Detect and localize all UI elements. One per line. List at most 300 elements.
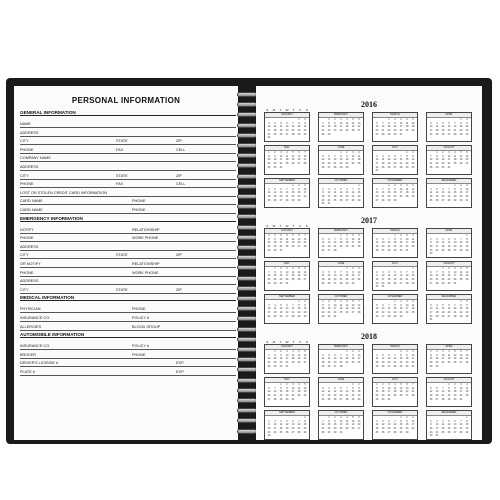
day-number: 21 [411,390,415,394]
day-number: 15 [387,125,391,129]
day-number: 14 [339,357,343,361]
day-number: 28 [291,132,295,136]
day-number: 1 [376,383,378,386]
month-calendar [372,410,418,440]
day-number: 10 [399,187,403,191]
day-number: 6 [388,353,390,357]
day-number: 16 [465,307,469,311]
day-number: 12 [333,390,337,394]
day-number: 29 [291,198,295,202]
day-number: 4 [298,383,300,386]
day-number: 25 [345,129,349,132]
day-number: 16 [435,357,439,361]
day-number: 15 [297,125,301,129]
spiral-coil [237,337,257,343]
day-grid [266,184,308,206]
field-label: PHONE [132,199,146,204]
day-number: 9 [448,270,450,274]
month-name: FEBRUARY [319,229,363,234]
day-number: 19 [441,129,445,132]
day-number: 29 [465,248,469,252]
weekday-letter: M [272,340,276,344]
day-number: 18 [321,278,325,281]
day-number: 24 [285,361,289,364]
day-number: 4 [412,300,414,303]
day-number: 15 [387,191,391,195]
day-number: 2 [358,383,360,386]
month-calendar [318,377,364,407]
day-number: 14 [321,423,325,427]
day-number: 26 [459,162,463,165]
day-number: 20 [435,394,439,397]
day-grid [320,234,362,256]
day-number: 28 [297,430,301,434]
day-number: 9 [358,386,360,390]
day-number: 24 [459,394,463,397]
field-label: FAX [116,147,124,152]
day-number: 1 [394,300,396,303]
day-number: 20 [291,427,295,430]
day-number: 20 [297,158,301,162]
day-number: 27 [447,132,451,136]
day-number: 24 [351,245,355,248]
day-number: 18 [411,241,415,245]
day-number: 6 [358,416,360,419]
month-calendar [372,344,418,374]
day-number: 20 [387,427,391,430]
day-grid [320,267,362,289]
day-number: 7 [298,419,300,423]
weekday-letter: T [279,340,282,344]
day-number: 18 [339,307,343,311]
day-number: 28 [381,132,385,136]
day-number: 12 [393,274,397,278]
day-number: 31 [447,165,451,169]
day-number: 7 [454,121,456,125]
spiral-coil [237,153,257,159]
month-name: APRIL [427,345,471,350]
day-number: 1 [466,234,468,237]
day-number: 6 [334,353,336,357]
day-number: 28 [321,430,325,434]
day-number: 27 [291,430,295,434]
day-number: 7 [460,419,462,423]
day-grid [374,118,416,140]
day-number: 20 [333,361,337,364]
day-number: 28 [465,361,469,364]
day-number: 9 [412,154,414,158]
day-number: 19 [351,125,355,129]
day-number: 13 [327,158,331,162]
day-number: 10 [357,270,361,274]
day-number: 31 [453,281,457,285]
day-number: 15 [267,241,271,245]
day-number: 8 [358,187,360,191]
day-number: 7 [322,121,324,125]
day-number: 4 [430,187,432,191]
day-number: 4 [328,386,330,390]
day-number: 7 [394,419,396,423]
day-number: 14 [393,357,397,361]
day-number: 2 [466,300,468,303]
day-grid [374,350,416,372]
month-calendar [264,261,310,291]
day-number: 15 [447,390,451,394]
day-number: 6 [448,121,450,125]
day-number: 9 [400,237,402,241]
day-number: 21 [303,241,307,245]
day-number: 8 [388,121,390,125]
form-line[interactable] [20,204,236,214]
day-number: 4 [436,121,438,125]
day-number: 8 [394,237,396,241]
day-number: 6 [328,154,330,158]
day-number: 17 [267,129,271,132]
day-number: 8 [412,270,414,274]
day-number: 10 [339,121,343,125]
day-number: 5 [382,353,384,357]
day-number: 13 [381,307,385,311]
day-number: 23 [303,311,307,314]
day-number: 26 [411,129,415,132]
day-number: 24 [441,361,445,364]
day-number: 22 [297,311,301,314]
day-number: 21 [399,162,403,165]
form-line[interactable] [20,284,236,294]
day-number: 8 [304,419,306,423]
day-number: 16 [267,427,271,430]
day-number: 2 [406,416,408,419]
day-number: 16 [273,241,277,245]
field-label: CITY [20,287,29,292]
day-number: 5 [376,237,378,241]
day-number: 15 [339,158,343,162]
form-line[interactable] [20,321,236,331]
day-number: 4 [346,118,348,121]
day-number: 29 [345,281,349,285]
day-number: 8 [346,353,348,357]
day-number: 19 [327,278,331,281]
day-number: 22 [273,361,277,364]
day-number: 18 [441,427,445,430]
day-number: 12 [327,357,331,361]
day-number: 15 [405,158,409,162]
day-number: 5 [292,234,294,237]
field-label: PHONE [20,182,34,187]
day-number: 20 [285,129,289,132]
form-line[interactable] [20,366,236,376]
day-number: 5 [304,383,306,386]
day-number: 6 [382,303,384,307]
day-number: 19 [393,278,397,281]
day-number: 20 [381,245,385,248]
day-number: 31 [405,248,409,252]
day-number: 30 [429,252,433,256]
day-number: 17 [447,158,451,162]
day-number: 25 [345,427,349,430]
day-number: 25 [291,361,295,364]
day-number: 9 [286,386,288,390]
day-number: 28 [357,311,361,314]
day-number: 18 [285,241,289,245]
day-number: 19 [435,195,439,198]
month-name: APRIL [427,113,471,118]
month-name: AUGUST [427,146,471,151]
day-number: 11 [387,274,391,278]
day-number: 22 [327,129,331,132]
day-number: 20 [453,427,457,430]
day-number: 4 [436,303,438,307]
day-number: 5 [298,267,300,270]
day-number: 9 [334,121,336,125]
day-grid [266,300,308,322]
day-number: 14 [351,191,355,195]
spiral-coil [237,265,257,271]
day-number: 24 [447,162,451,165]
day-number: 13 [339,390,343,394]
field-label: OR NOTIFY [20,262,41,266]
day-number: 10 [273,423,277,427]
day-number: 26 [381,430,385,434]
day-number: 15 [297,307,301,311]
day-number: 2 [298,184,300,187]
day-number: 21 [321,129,325,132]
day-number: 1 [388,184,390,187]
day-number: 17 [357,357,361,361]
day-number: 22 [441,278,445,281]
month-calendar [318,145,364,175]
day-number: 12 [375,307,379,311]
day-number: 19 [465,274,469,278]
day-number: 15 [459,307,463,311]
day-number: 13 [285,307,289,311]
day-number: 11 [321,274,325,278]
day-number: 4 [466,383,468,386]
day-grid [266,267,308,289]
day-number: 9 [460,187,462,191]
day-number: 26 [393,281,397,285]
day-number: 28 [333,248,337,252]
day-number: 16 [375,278,379,281]
day-number: 27 [303,361,307,364]
day-number: 28 [387,314,391,318]
day-number: 16 [393,191,397,195]
weekday-row [264,224,310,229]
day-grid [320,118,362,140]
month-name: JULY [373,262,417,267]
month-name: MAY [265,378,309,383]
day-number: 19 [399,390,403,394]
day-number: 6 [286,121,288,125]
day-number: 24 [273,430,277,434]
day-number: 20 [429,278,433,281]
spiral-coil [237,388,257,394]
day-number: 30 [429,434,433,438]
day-number: 10 [387,386,391,390]
day-number: 31 [435,434,439,438]
month-name: APRIL [427,229,471,234]
month-name: MAY [265,262,309,267]
day-number: 9 [430,241,432,245]
day-number: 6 [466,151,468,154]
day-number: 13 [453,241,457,245]
day-number: 28 [285,198,289,202]
month-calendar [426,112,472,142]
day-number: 25 [465,394,469,397]
day-number: 26 [279,314,283,318]
day-number: 31 [375,169,379,173]
day-number: 7 [460,237,462,241]
spiral-coil [237,276,257,282]
day-number: 1 [430,350,432,353]
spiral-coil [237,398,257,404]
day-number: 24 [405,245,409,248]
day-number: 16 [411,158,415,162]
day-number: 5 [280,303,282,307]
day-number: 17 [279,158,283,162]
day-number: 11 [285,154,289,158]
day-grid [428,267,470,289]
day-number: 24 [375,165,379,169]
field-label: ADDRESS [20,244,39,249]
day-number: 6 [442,187,444,191]
day-grid [320,184,362,206]
day-number: 17 [351,241,355,245]
day-number: 20 [459,357,463,361]
day-number: 30 [375,285,379,289]
day-number: 22 [405,162,409,165]
day-number: 7 [448,187,450,191]
field-label: COMPANY NAME [20,156,51,161]
day-number: 9 [406,419,408,423]
day-number: 19 [375,311,379,314]
weekday-letter: S [305,224,308,228]
day-number: 6 [400,270,402,274]
day-number: 27 [279,198,283,202]
day-number: 11 [345,121,349,125]
day-grid [428,118,470,140]
day-number: 24 [465,195,469,198]
day-number: 23 [411,162,415,165]
day-number: 2 [448,267,450,270]
day-number: 15 [465,423,469,427]
day-number: 11 [393,386,397,390]
day-number: 27 [333,364,337,368]
month-name: OCTOBER [319,295,363,300]
day-number: 21 [405,278,409,281]
day-number: 16 [381,390,385,394]
day-number: 25 [459,278,463,281]
day-number: 4 [358,151,360,154]
day-number: 23 [333,129,337,132]
field-label: DRIVER'S LICENSE # [20,361,59,366]
day-number: 21 [291,311,295,314]
day-number: 23 [321,198,325,202]
day-number: 14 [459,423,463,427]
day-number: 26 [297,278,301,281]
day-number: 5 [448,237,450,241]
day-number: 3 [400,118,402,121]
day-number: 29 [357,198,361,202]
day-number: 22 [351,394,355,397]
day-number: 29 [405,165,409,169]
day-number: 24 [333,311,337,314]
day-number: 22 [453,195,457,198]
day-number: 29 [441,281,445,285]
day-number: 9 [394,187,396,191]
day-number: 9 [280,270,282,274]
day-number: 21 [381,195,385,198]
day-number: 16 [393,125,397,129]
day-number: 4 [454,151,456,154]
day-number: 19 [429,394,433,397]
field-label: INSURANCE CO. [20,344,51,349]
day-number: 27 [399,281,403,285]
day-number: 31 [465,198,469,202]
day-number: 7 [400,154,402,158]
day-number: 3 [340,416,342,419]
day-number: 24 [321,397,325,401]
day-number: 30 [393,198,397,202]
day-number: 29 [303,430,307,434]
day-number: 7 [292,121,294,125]
day-number: 28 [411,394,415,397]
month-calendar [318,112,364,142]
day-number: 1 [280,383,282,386]
day-number: 18 [375,361,379,364]
day-number: 10 [267,307,271,311]
day-number: 1 [274,267,276,270]
day-number: 19 [297,274,301,278]
day-number: 30 [327,314,331,318]
day-number: 18 [441,245,445,248]
field-label: PHONE [132,307,146,312]
day-number: 6 [304,267,306,270]
weekday-letter: F [299,340,302,344]
day-number: 16 [279,274,283,278]
day-number: 22 [339,162,343,165]
day-number: 20 [357,125,361,129]
day-number: 20 [327,162,331,165]
field-label: CITY [20,139,29,144]
spiral-coil [237,286,257,292]
day-number: 2 [304,300,306,303]
day-number: 19 [273,195,277,198]
spiral-coil [237,255,257,261]
day-number: 30 [303,132,307,136]
month-name: MARCH [373,345,417,350]
day-number: 28 [393,430,397,434]
day-number: 27 [453,248,457,252]
day-number: 27 [351,311,355,314]
day-number: 21 [339,278,343,281]
day-grid [374,184,416,206]
day-number: 27 [429,281,433,285]
day-number: 9 [466,121,468,125]
day-number: 4 [322,270,324,274]
day-number: 14 [303,154,307,158]
day-number: 14 [429,158,433,162]
day-number: 24 [411,427,415,430]
day-number: 3 [286,267,288,270]
day-number: 18 [453,158,457,162]
field-label: PHONE [20,147,34,152]
day-grid [428,383,470,405]
day-number: 22 [327,427,331,430]
day-number: 14 [303,237,307,241]
day-number: 10 [357,353,361,357]
day-number: 30 [333,430,337,434]
